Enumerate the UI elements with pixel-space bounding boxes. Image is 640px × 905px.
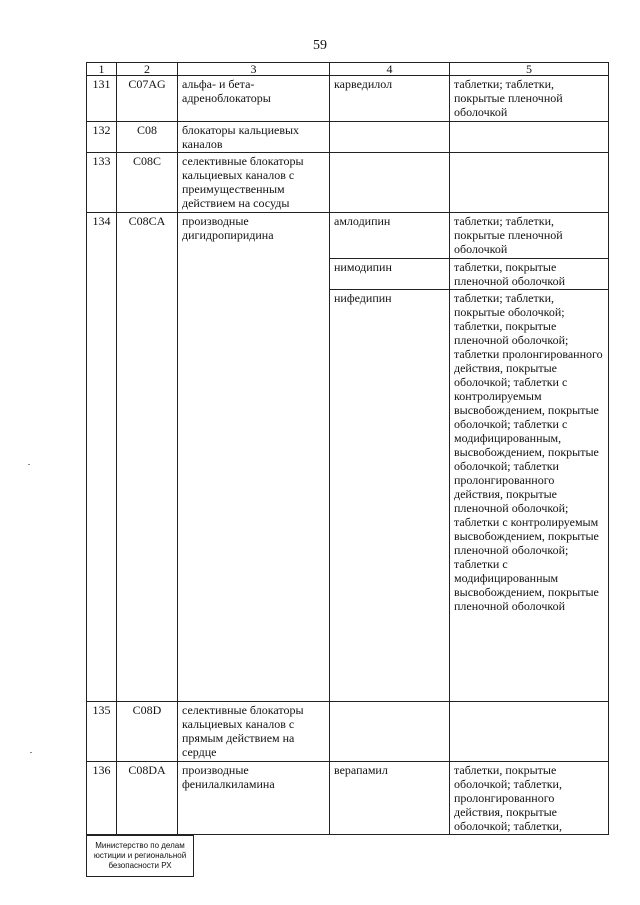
atc-code-cell: C08CA [117, 213, 178, 702]
drug-cell: нифедипин [330, 290, 450, 702]
drug-cell [330, 702, 450, 762]
column-header: 1 [87, 63, 117, 76]
column-header: 5 [450, 63, 609, 76]
group-cell: производные фенилалкиламина [178, 762, 330, 835]
form-cell: таблетки, покрытые пленочной оболочкой [450, 259, 609, 290]
drug-cell: нимодипин [330, 259, 450, 290]
stamp-line: юстиции и региональной [93, 851, 187, 860]
group-cell: блокаторы кальциевых каналов [178, 122, 330, 153]
group-cell: селективные блокаторы кальциевых каналов с преимущественным действием на сосуды [178, 153, 330, 213]
column-header: 4 [330, 63, 450, 76]
table-row [87, 153, 609, 213]
drug-cell: амлодипин [330, 213, 450, 259]
ministry-stamp [86, 835, 194, 877]
scan-mark [30, 752, 32, 753]
stamp-line: Министерство по делам [95, 841, 185, 850]
drug-cell [330, 153, 450, 213]
header-row [87, 63, 609, 76]
atc-code-cell: C08DA [117, 762, 178, 835]
form-cell [450, 122, 609, 153]
table-row [87, 702, 609, 762]
table-row [87, 762, 609, 835]
form-cell [450, 702, 609, 762]
atc-code-cell: C08C [117, 153, 178, 213]
group-cell: производные дигидропиридина [178, 213, 330, 702]
drug-cell: верапамил [330, 762, 450, 835]
form-cell: таблетки, покрытые оболочкой; таблетки, пролонгированного действия, покрытые оболочкой; таблетки, [450, 762, 609, 835]
table-row [87, 213, 609, 259]
table-row [87, 122, 609, 153]
row-number-cell: 136 [87, 762, 117, 835]
page-number: 59 [313, 38, 327, 53]
row-number-cell: 135 [87, 702, 117, 762]
group-cell: селективные блокаторы кальциевых каналов с прямым действием на сердце [178, 702, 330, 762]
column-header: 2 [117, 63, 178, 76]
drug-cell [330, 122, 450, 153]
drug-table [86, 62, 609, 835]
form-cell [450, 153, 609, 213]
row-number-cell: 131 [87, 76, 117, 122]
row-number-cell: 133 [87, 153, 117, 213]
scan-mark [28, 464, 30, 465]
drug-cell: карведилол [330, 76, 450, 122]
form-cell: таблетки; таблетки, покрытые оболочкой; таблетки, покрытые пленочной оболочкой; таблетки пролонгированного действия, покрытые оболочкой; таблетки с контролируемым высвобождением, покрытые оболочкой; таблетки с модифицированным, высвобождением, покрытые оболочкой; таблетки пролонгированного действия, покрытые пленочной оболочкой; таблетки с контролируемым высвобождением, покрытые пленочной оболочкой; таблетки с модифицированным высвобождением, покрытые пленочной оболочкой [450, 290, 609, 702]
table-row [87, 76, 609, 122]
form-cell: таблетки; таблетки, покрытые пленочной оболочкой [450, 76, 609, 122]
atc-code-cell: C08 [117, 122, 178, 153]
row-number-cell: 134 [87, 213, 117, 702]
stamp-line: безопасности РХ [108, 861, 172, 870]
row-number-cell: 132 [87, 122, 117, 153]
form-cell: таблетки; таблетки, покрытые пленочной оболочкой [450, 213, 609, 259]
group-cell: альфа- и бета-адреноблокаторы [178, 76, 330, 122]
column-header: 3 [178, 63, 330, 76]
atc-code-cell: C08D [117, 702, 178, 762]
atc-code-cell: C07AG [117, 76, 178, 122]
